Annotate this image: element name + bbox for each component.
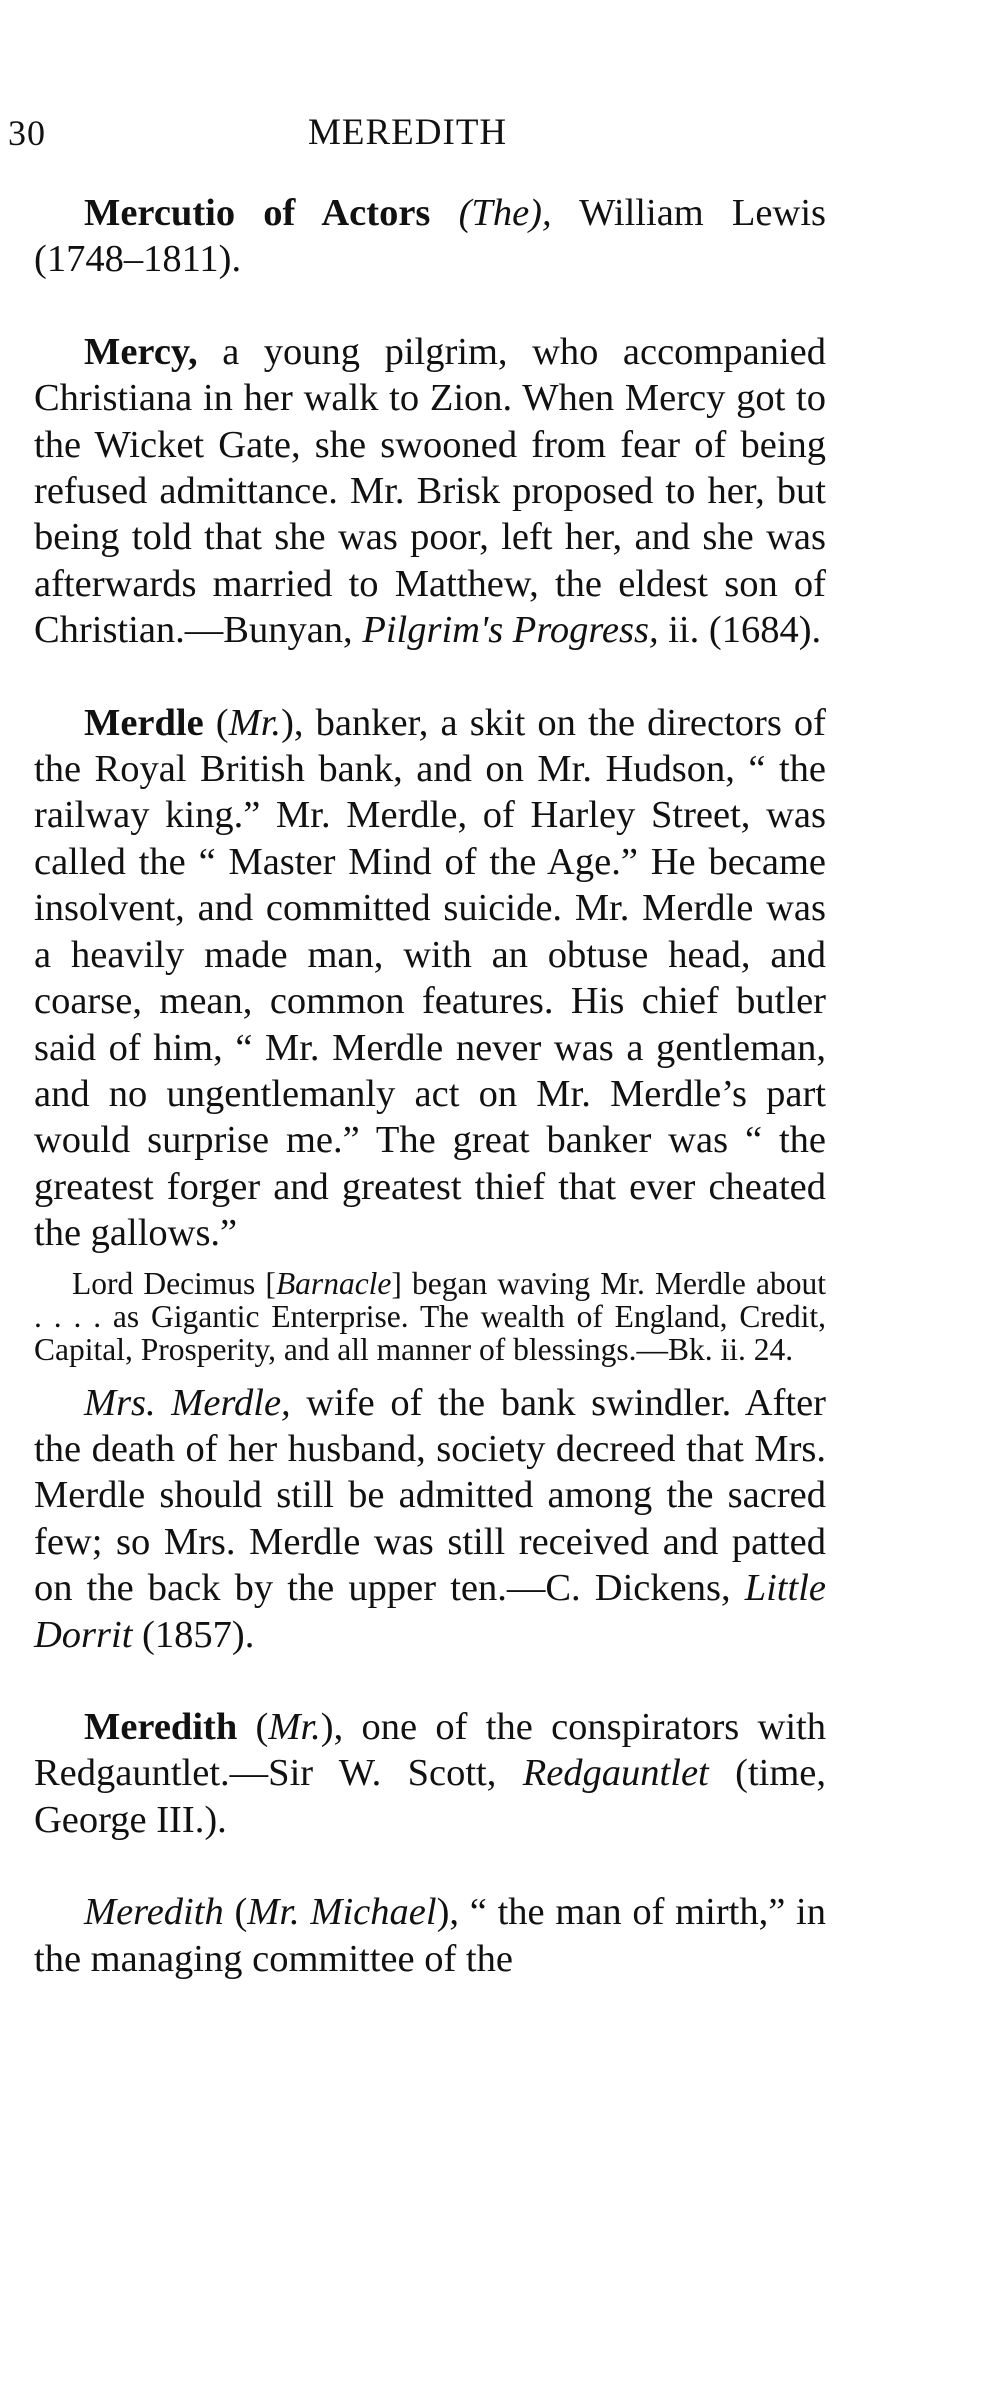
- page-number: 30: [8, 113, 46, 153]
- text-column: [34, 190, 826, 2028]
- entry-headword: Mercy,: [84, 330, 198, 373]
- block-quote: [34, 1267, 826, 1366]
- entry-headword: Merdle: [84, 701, 204, 744]
- entry-reference: (time, George III.).: [34, 1752, 826, 1841]
- quote-name: Barnacle: [275, 1265, 392, 1301]
- running-title: MEREDITH: [308, 112, 508, 153]
- entry-text: a young pilgrim, who accompanied Christiana in her walk to Zion. When Mercy got to the Wicket Gate, she swooned from fear of being refused admittance. Mr. Brisk proposed to her, but being told that she was poor, left her, and she was afterwards married to Matthew, the eldest son of Christian.—Bunyan,: [34, 330, 826, 652]
- entry-merdle: [34, 700, 826, 1257]
- entry-text: wife of the bank swindler. After the death of her husband, society decreed that Mrs. Merdle should still be admitted among the sacred few; so Mrs. Merdle was still received and patted on the back by the upper ten.—C. Dickens,: [34, 1381, 826, 1610]
- entry-headword-note: Mr. Michael: [247, 1891, 437, 1934]
- entry-headword-note: Mr.: [228, 701, 282, 744]
- entry-text: ), banker, a skit on the directors of the Royal British bank, and on Mr. Hudson, “ the railway king.” Mr. Merdle, of Harley Street, was called the “ Master Mind of the Age.” He became insolvent, and committed suicide. Mr. Merdle was a heavily made man, with an obtuse head, and coarse, mean, common features. His chief butler said of him, “ Mr. Merdle never was a gentleman, and no ungentlemanly act on Mr. Merdle’s part would surprise me.” The great banker was “ the greatest forger and greatest thief that ever cheated the gallows.”: [34, 701, 826, 1255]
- entry-meredith-michael: [34, 1889, 826, 1982]
- quote-text: Lord Decimus [: [72, 1265, 276, 1301]
- entry-mrs-merdle: [34, 1380, 826, 1658]
- entry-mercutio: [34, 190, 826, 283]
- entry-paren: (: [237, 1705, 269, 1748]
- entry-headword: Meredith: [84, 1891, 224, 1934]
- entry-work-title: Pilgrim's Progress,: [362, 609, 659, 652]
- entry-headword-note: (The),: [458, 192, 552, 234]
- entry-meredith: [34, 1704, 826, 1843]
- entry-paren: (: [203, 701, 229, 744]
- quote-text-rest: ] began waving Mr. Merdle about . . . . as Gigantic Enterprise. The wealth of England, Credit, Capital, Prosperity, and all manner of blessings.—Bk. ii. 24.: [34, 1265, 827, 1367]
- entry-paren: (: [223, 1891, 248, 1934]
- entry-reference: ii. (1684).: [658, 609, 822, 652]
- entry-mercy: [34, 329, 826, 654]
- entry-text: William Lewis (1748–1811).: [34, 192, 827, 281]
- entry-headword: Mercutio of Actors: [84, 192, 431, 234]
- entry-headword: Mrs. Merdle,: [84, 1381, 291, 1424]
- entry-text: ), “ the man of mirth,” in the managing committee of the: [34, 1891, 826, 1980]
- entry-headword: Meredith: [84, 1705, 238, 1748]
- entry-reference: (1857).: [132, 1613, 255, 1656]
- entry-work-title: Redgauntlet: [522, 1752, 709, 1795]
- entry-headword-note: Mr.: [268, 1705, 321, 1748]
- page-header: [8, 108, 828, 158]
- entry-work-title: Little Dorrit: [34, 1567, 826, 1656]
- entry-text: ), one of the conspirators with Redgauntlet.—Sir W. Scott,: [34, 1705, 827, 1795]
